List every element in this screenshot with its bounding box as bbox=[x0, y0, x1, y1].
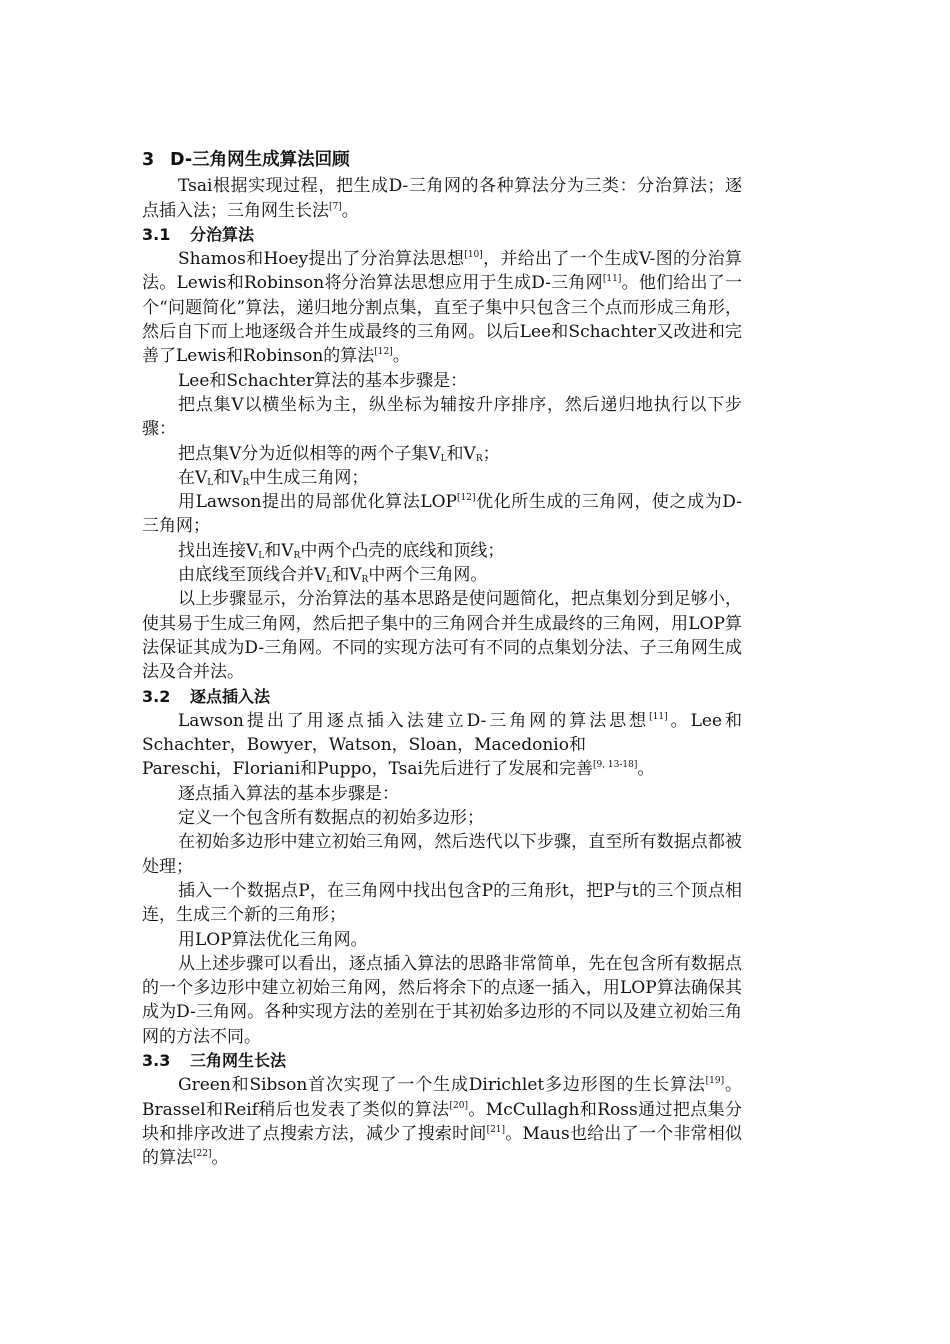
citation: [22] bbox=[193, 1149, 212, 1160]
subsection-number: 3.2 bbox=[142, 686, 171, 706]
paragraph: 在$V_L$和$V_R$中生成三角网； bbox=[178, 467, 369, 488]
paragraph: 用LOP算法优化三角网。 bbox=[178, 929, 368, 950]
paragraph: 用Lawson提出的局部优化算法LOP[12]优化所生成的三角网，使之成为D-三角网； bbox=[142, 492, 742, 537]
paragraph: 插入一个数据点P，在三角网中找出包含P的三角形t，把P与t的三个顶点相连，生成三个新的三角形； bbox=[142, 880, 742, 926]
subsection-title: 三角网生长法 bbox=[190, 1050, 287, 1070]
citation: [10] bbox=[464, 250, 483, 261]
subsection-heading bbox=[142, 685, 742, 709]
paragraph: Tsai根据实现过程，把生成D-三角网的各种算法分为三类：分治算法；逐点插入法；三角网生长法[7]。 bbox=[142, 176, 742, 221]
paragraph: 从上述步骤可以看出，逐点插入算法的思路非常简单，先在包含所有数据点的一个多边形中建立初始三角网，然后将余下的点逐一插入，用LOP算法确保其成为D-三角网。各种实现方法的差别在于其初始多边形的不同以及建立初始三角网的方法不同。 bbox=[142, 953, 742, 1047]
paragraph: 以上步骤显示，分治算法的基本思路是使问题简化，把点集划分到足够小，使其易于生成三角网，然后把子集中的三角网合并生成最终的三角网，用LOP算法保证其成为D-三角网。不同的实现方法可有不同的点集划分法、子三角网生成法及合并法。 bbox=[142, 589, 742, 683]
citation: [20] bbox=[449, 1100, 469, 1111]
subsection-number: 3.1 bbox=[142, 224, 171, 244]
subsection-title: 分治算法 bbox=[190, 224, 255, 244]
paragraph: 把点集V以横坐标为主，纵坐标为辅按升序排序，然后递归地执行以下步骤： bbox=[142, 394, 742, 440]
citation: [11] bbox=[649, 711, 668, 722]
citation: [12] bbox=[457, 493, 476, 504]
subsection-number: 3.3 bbox=[142, 1050, 171, 1070]
subsection-title: 逐点插入法 bbox=[190, 686, 271, 706]
paragraph: Lawson提出了用逐点插入法建立D-三角网的算法思想[11]。Lee和Schachter，Bowyer，Watson，Sloan，Macedonio和 Pareschi，Floriani和Puppo，Tsai先后进行了发展和完善[9, 13-18]。 bbox=[142, 710, 742, 780]
paragraph: 定义一个包含所有数据点的初始多边形； bbox=[178, 808, 484, 829]
paragraph: 逐点插入算法的基本步骤是： bbox=[178, 783, 399, 804]
paragraph: Lee和Schachter算法的基本步骤是： bbox=[178, 370, 468, 391]
paragraph: Green和Sibson首次实现了一个生成Dirichlet多边形图的生长算法[19]。Brassel和Reif稍后也发表了类似的算法[20]。McCullagh和Ross通过把点集分块和排序改进了点搜索方法，减少了搜索时间[21]。Maus也给出了一个非常相似的算法[22]。 bbox=[142, 1075, 743, 1169]
citation: [7] bbox=[329, 201, 342, 212]
citation: [21] bbox=[486, 1124, 506, 1135]
paragraph: 由底线至顶线合并$V_L$和$V_R$中两个三角网。 bbox=[178, 565, 488, 586]
citation: [19] bbox=[705, 1076, 725, 1087]
paragraph: Shamos和Hoey提出了分治算法思想[10]，并给出了一个生成V-图的分治算法。Lewis和Robinson将分治算法思想应用于生成D-三角网[11]。他们给出了一个“问题简化”算法，递归地分割点集，直至子集中只包含三个点而形成三角形，然后自下而上地逐级合并生成最终的三角网。以后Lee和Schachter又改进和完善了Lewis和Robinson的算法[12]。 bbox=[142, 249, 742, 367]
citation: [9, 13-18] bbox=[592, 760, 638, 771]
section-heading bbox=[142, 148, 742, 172]
subsection-heading bbox=[142, 1049, 742, 1073]
document-page bbox=[142, 148, 742, 1170]
paragraph: 在初始多边形中建立初始三角网，然后迭代以下步骤，直至所有数据点都被处理； bbox=[142, 832, 742, 877]
citation: [11] bbox=[602, 274, 622, 285]
paragraph: 把点集V分为近似相等的两个子集$V_L$和$V_R$； bbox=[178, 443, 500, 464]
paragraph: 找出连接$V_L$和$V_R$中两个凸壳的底线和顶线； bbox=[178, 540, 505, 561]
section-number: 3 bbox=[142, 150, 155, 170]
subsection-heading bbox=[142, 223, 742, 247]
citation: [12] bbox=[374, 347, 393, 358]
section-title: D-三角网生成算法回顾 bbox=[170, 150, 350, 170]
